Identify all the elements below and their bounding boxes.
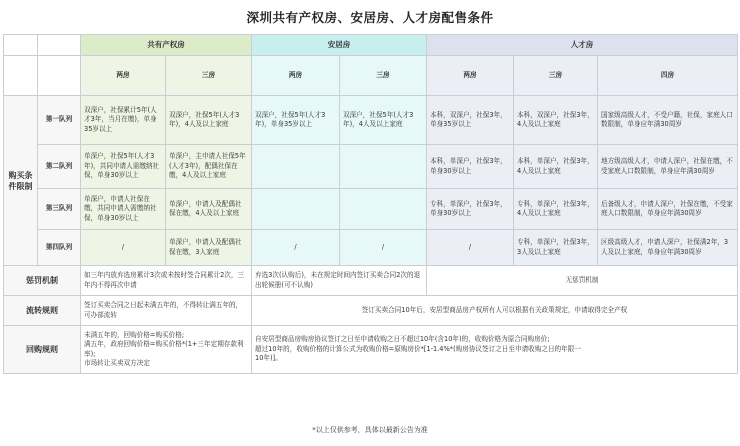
transfer-gongyou: 签订买卖合同之日起未满五年的，不得转让满五年的，可办部流转 (81, 296, 252, 326)
cell-q4-r4: 区级高级人才，申请人深户，社保满2年，3人及以上家庭，单身应年满30周岁 (598, 230, 738, 266)
buyback-label: 回购规则 (4, 326, 81, 374)
cond-label: 购买条件限制 (4, 96, 38, 266)
cell-q3-r3: 专科，单深户，社保3年，4人及以上家庭 (514, 189, 598, 230)
sub-header-r2: 两房 (427, 56, 514, 96)
penalty-row (4, 266, 738, 296)
buyback-rest-line: 超过10年的，收购价格的计算公式为收购价格=原购房价*[1-1.4%*(购房协议签订之日至申请收购之日的年限一 (255, 344, 581, 353)
cell-q1-g3: 双深户，社保5年(人才3年)，4人及以上家庭 (166, 96, 252, 145)
cell-q1-r2: 本科，双深户，社保3年，单身35岁以上 (427, 96, 514, 145)
cell-q2-r2: 本科，单深户，社保3年，单身30岁以上 (427, 145, 514, 189)
conditions-table (3, 34, 738, 374)
corner-cell (38, 35, 81, 56)
penalty-label: 惩罚机制 (4, 266, 81, 296)
queue-label: 第三队列 (38, 189, 81, 230)
queue-row-4 (4, 230, 738, 266)
cell-q2-a3 (340, 145, 427, 189)
buyback-gongyou-line: 满五年，政府回购价格=购买价格*(1+三年定期存款利率); (84, 340, 244, 358)
cell-q4-a3: / (340, 230, 427, 266)
cell-q3-r2: 专科，单深户，社保3年，单身30岁以上 (427, 189, 514, 230)
transfer-label: 流转规则 (4, 296, 81, 326)
sub-header-r3: 三房 (514, 56, 598, 96)
cell-q4-r2: / (427, 230, 514, 266)
penalty-gongyou: 如三年内放弃选房累计3次或未按时签合同累计2次，三年内不得再次申请 (81, 266, 252, 296)
group-header-gongyou: 共有产权房 (81, 35, 252, 56)
transfer-rest: 签订买卖合同10年后，安居型商品房产权所有人可以根据有关政策规定，申请取得完全产权 (252, 296, 738, 326)
corner-cell (38, 56, 81, 96)
queue-label: 第四队列 (38, 230, 81, 266)
group-header-rencai: 人才房 (427, 35, 738, 56)
corner-cell (4, 35, 38, 56)
cell-q4-r3: 专科，单深户，社保3年，3人及以上家庭 (514, 230, 598, 266)
cell-q1-a3: 双深户，社保5年(人才3年)，4人及以上家庭 (340, 96, 427, 145)
cell-q1-r3: 本科，双深户，社保3年，4人及以上家庭 (514, 96, 598, 145)
cell-q2-g2: 单深户，社保5年(人才3年)，共同申请人需缴纳社保，单身30岁以上 (81, 145, 166, 189)
cell-q4-a2: / (252, 230, 340, 266)
buyback-rest-line: 10年)]。 (255, 354, 282, 363)
penalty-rencai: 无惩罚机制 (427, 266, 738, 296)
cell-q2-r3: 本科，单深户，社保3年，4人及以上家庭 (514, 145, 598, 189)
queue-label: 第一队列 (38, 96, 81, 145)
cell-q3-g2: 单深户，申请人社保在缴，共同申请人需缴纳社保，单身30岁以上 (81, 189, 166, 230)
queue-row-3 (4, 189, 738, 230)
buyback-rest-line: 自安居型商品房购房协议签订之日至申请收购之日不超过10年(含10年)的，收购价格为原合同购房价; (255, 335, 550, 344)
queue-row-2 (4, 145, 738, 189)
sub-header-r4: 四房 (598, 56, 738, 96)
buyback-row (4, 326, 738, 374)
sub-header-g3: 三房 (166, 56, 252, 96)
cell-q3-a2 (252, 189, 340, 230)
buyback-gongyou (81, 326, 252, 374)
cell-q3-r4: 后备级人才，申请人深户，社保在缴，不受家庭人口数限制，单身应年满30周岁 (598, 189, 738, 230)
cell-q4-g2: / (81, 230, 166, 266)
sub-header-a2: 两房 (252, 56, 340, 96)
cell-q3-g3: 单深户，申请人及配偶社保在缴，4人及以上家庭 (166, 189, 252, 230)
group-header-row (4, 35, 738, 56)
queue-row-1 (4, 96, 738, 145)
cell-q2-g3: 单深户，主申请人社保5年(人才3年)，配偶社保在缴，4人及以上家庭 (166, 145, 252, 189)
sub-header-a3: 三房 (340, 56, 427, 96)
cell-q2-a2 (252, 145, 340, 189)
sub-header-g2: 两房 (81, 56, 166, 96)
sub-header-row (4, 56, 738, 96)
page-title: 深圳共有产权房、安居房、人才房配售条件 (246, 10, 494, 25)
buyback-rest (252, 326, 738, 374)
cell-q1-r4: 国家级高级人才，不受户籍，社保，家庭人口数限制，单身应年满30周岁 (598, 96, 738, 145)
cell-q3-a3 (340, 189, 427, 230)
corner-cell (4, 56, 38, 96)
cell-q2-r4: 地方级高级人才，申请人深户，社保在缴，不受家庭人口数限制，单身应年满30周岁 (598, 145, 738, 189)
buyback-gongyou-line: 市场转让买卖双方决定 (84, 359, 150, 367)
cell-q1-g2: 双深户，社保累计5年(人才3年，当月在缴)，单身35岁以上 (81, 96, 166, 145)
transfer-row (4, 296, 738, 326)
group-header-anju: 安居房 (252, 35, 427, 56)
queue-label: 第二队列 (38, 145, 81, 189)
buyback-gongyou-line: 未满五年的，回购价格=购买价格; (84, 330, 185, 339)
penalty-anju: 弃选3次(认购后)，未在规定时间内签订买卖合同2次的退出轮候册(可不认购) (252, 266, 427, 296)
cell-q1-a2: 双深户，社保5年(人才3年)，单身35岁以上 (252, 96, 340, 145)
footnote: *以上仅供参考，具体以最新公告为准 (312, 426, 428, 434)
cell-q4-g3: 单深户，申请人及配偶社保在缴，3人家庭 (166, 230, 252, 266)
